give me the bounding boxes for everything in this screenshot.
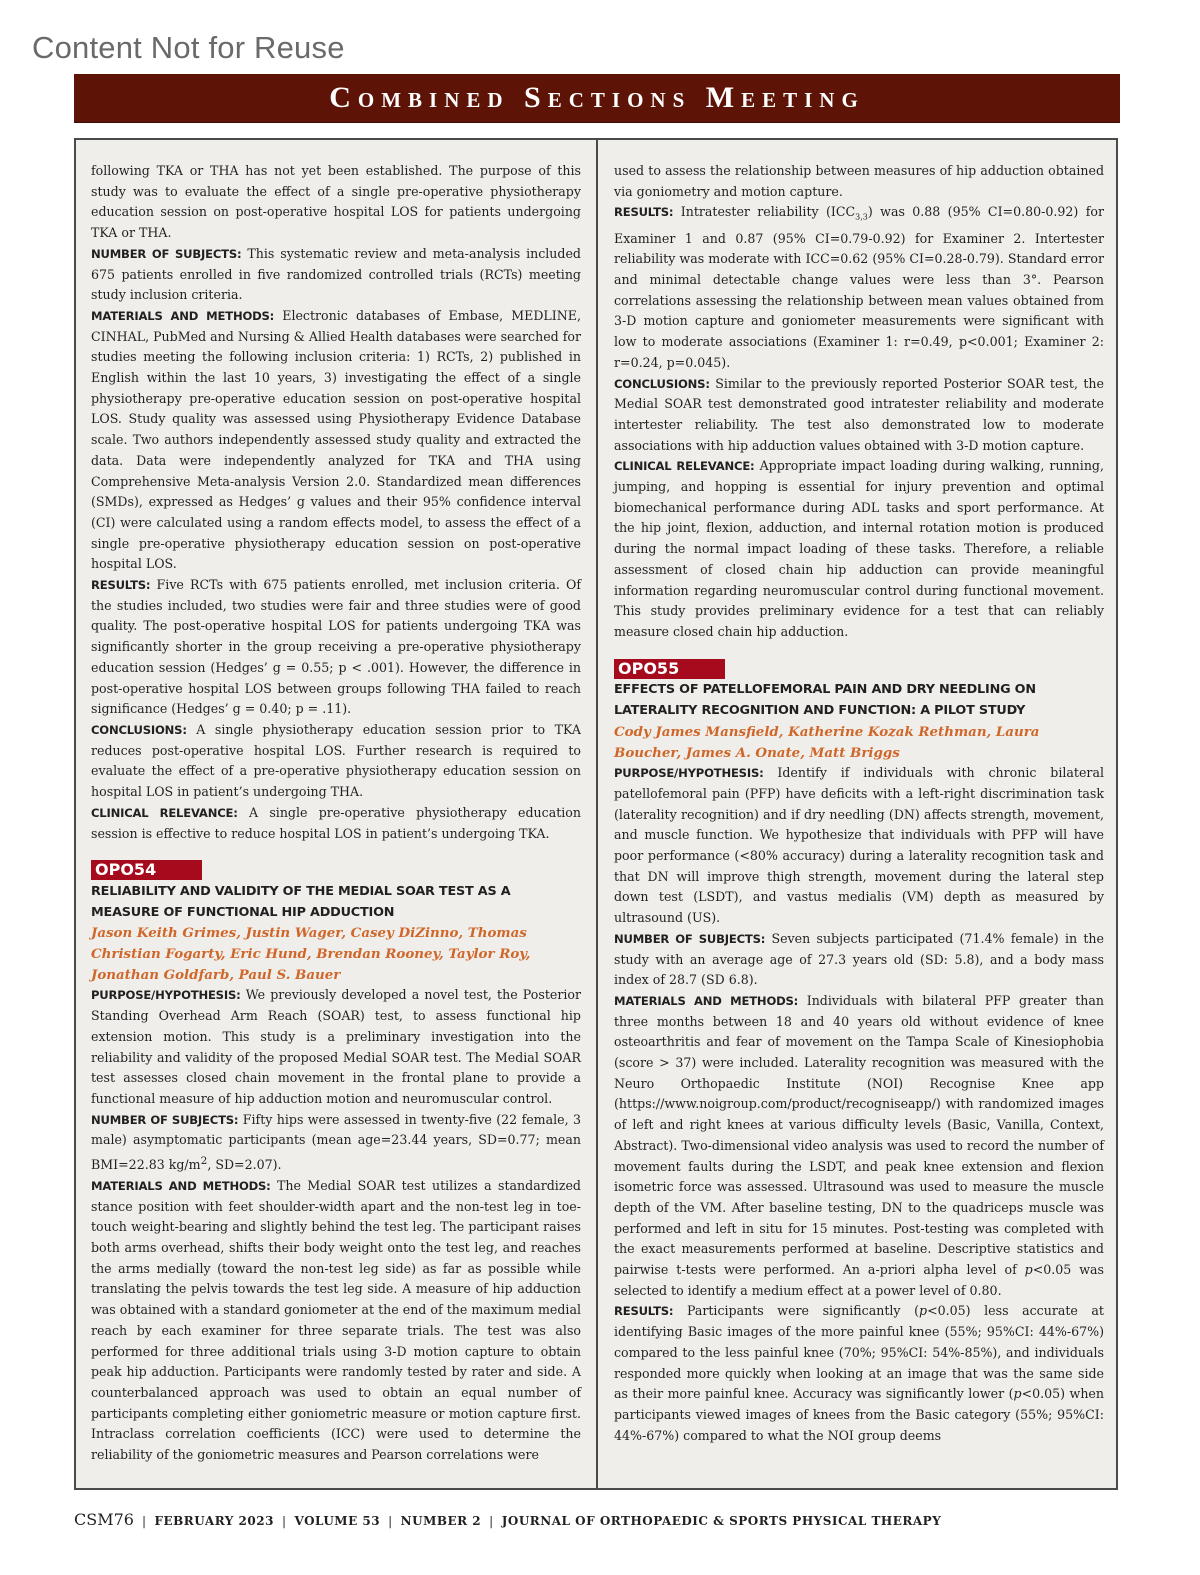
paragraph-text: Seven subjects participated (71.4% female) in the study with an average age of 27.3 years old (SD: 5.8), and a body mass index of 28.7 (SD 6.8).	[614, 930, 1104, 988]
paragraph-text: Intratester reliability (ICC	[680, 204, 856, 220]
paragraph-text: Individuals with bilateral PFP greater than three months between 18 and 40 years old without evidence of knee osteoarthritis and fear of movement on the Tampa Scale of Kinesiophobia (score > 37) were included. Laterality recognition was measured with the Neuro Orthopaedic Institute (NOI) Recognise Knee app (https://www.noigroup.com/product/recogniseapp/) with randomized images of left and right knees at various difficulty levels (Basic, Vanilla, Context, Abstract). Two-dimensional video analysis was used to record the number of movement faults during the LSDT, and peak knee extension and flexion isometric force was assessed. Ultrasound was used to measure the muscle depth of the VM. After baseline testing, DN to the quadriceps muscle was performed and left in situ for 15 minutes. Post-testing was completed with the exact measurements performed at baseline. Descriptive statistics and pairwise t-tests were performed. An a-priori alpha level of	[614, 992, 1104, 1278]
paragraph-text: This systematic review and meta-analysis included 675 patients enrolled in five randomized controlled trials (RCTs) meeting study inclusion criteria.	[91, 245, 581, 303]
section-label: RESULTS:	[614, 1304, 674, 1319]
italic-p: p	[919, 1303, 928, 1319]
abstract-paragraph	[91, 720, 581, 803]
abstract-paragraph	[614, 763, 1104, 929]
issue-date: FEBRUARY 2023	[154, 1514, 274, 1528]
abstract-paragraph	[91, 575, 581, 720]
abstract-paragraph	[614, 929, 1104, 991]
abstract-paragraph	[614, 991, 1104, 1302]
right-column	[614, 161, 1104, 1446]
section-label: CLINICAL RELEVANCE:	[614, 459, 755, 474]
abstract-authors: Cody James Mansfield, Katherine Kozak Rethman, Laura Boucher, James A. Onate, Matt Briggs	[614, 723, 1040, 761]
section-label: NUMBER OF SUBJECTS:	[614, 931, 766, 946]
paragraph-text: , SD=2.07).	[207, 1157, 282, 1173]
volume: VOLUME 53	[294, 1514, 381, 1528]
paragraph-text: ) was 0.88 (95% CI=0.80-0.92) for Examiner 1 and 0.87 (95% CI=0.79-0.92) for Examiner 2. Intertester reliability was moderate with ICC=0.62 (95% CI=0.28-0.79). Standard error and minimal detectable change values were less than 3°. Pearson correlations assessing the relationship between mean values obtained from 3-D motion capture and goniometer measurements were significant with low to moderate associations (Examiner 1: r=0.49, p<0.001; Examiner 2: r=0.24, p=0.045).	[614, 204, 1104, 370]
section-label: NUMBER OF SUBJECTS:	[91, 246, 242, 261]
italic-p: p	[1024, 1262, 1033, 1278]
paragraph-text: <0.05) when participants viewed images of knees from the Basic category (55%; 95%CI: 44%-67%) compared to what the NOI group deems	[614, 1386, 1104, 1443]
abstract-paragraph	[91, 306, 581, 575]
abstract-title: RELIABILITY AND VALIDITY OF THE MEDIAL SOAR TEST AS A MEASURE OF FUNCTIONAL HIP ADDUCTION	[91, 883, 511, 920]
abstract-paragraph: following TKA or THA has not yet been established. The purpose of this study was to evaluate the effect of a single pre-operative physiotherapy education session on post-operative hospital LOS for patients undergoing TKA or THA.	[91, 163, 581, 241]
paragraph-text: Participants were significantly (	[686, 1303, 920, 1319]
abstract-paragraph: used to assess the relationship between measures of hip adduction obtained via goniometry and motion capture.	[614, 163, 1104, 199]
abstract-code-badge: OPO55	[614, 659, 725, 679]
section-label: PURPOSE/HYPOTHESIS:	[91, 988, 241, 1003]
paragraph-text: Electronic databases of Embase, MEDLINE, CINHAL, PubMed and Nursing & Allied Health databases were searched for studies meeting the following inclusion criteria: 1) RCTs, 2) published in English within the last 10 years, 3) investigating the effect of a single physiotherapy pre-operative education session on post-operative hospital LOS. Study quality was assessed using Physiotherapy Evidence Database scale. Two authors independently assessed study quality and extracted the data. Data were independently analyzed for TKA and THA using Comprehensive Meta-analysis Version 2.0. Standardized mean differences (SMDs), expressed as Hedges’ g values and their 95% confidence interval (CI) were calculated using a random effects model, to assess the effect of a single pre-operative physiotherapy education session on post-operative hospital LOS.	[91, 307, 581, 572]
paragraph-text: A single physiotherapy education session prior to TKA reduces post-operative hospital LOS. Further research is required to evaluate the effect of a pre-operative physiotherapy education session on hospital LOS in patient’s undergoing THA.	[91, 721, 581, 800]
section-label: MATERIALS AND METHODS:	[91, 308, 275, 323]
subscript: 3,3	[855, 212, 868, 222]
page-footer	[74, 1510, 941, 1529]
section-label: MATERIALS AND METHODS:	[91, 1178, 271, 1193]
footer-separator: |	[388, 1514, 393, 1528]
paragraph-text: <0.05) less accurate at identifying Basic images of the more painful knee (55%; 95%CI: 44%-67%) compared to the less painful knee (70%; 95%CI: 54%-85%), and individuals responded more quickly when looking at an image that was the same side as their more painful knee. Accuracy was significantly lower (	[614, 1303, 1104, 1402]
section-label: CONCLUSIONS:	[91, 722, 187, 737]
section-label: RESULTS:	[614, 205, 674, 220]
footer-separator: |	[141, 1514, 147, 1528]
abstract-authors: Jason Keith Grimes, Justin Wager, Casey DiZinno, Thomas Christian Fogarty, Eric Hund, Brendan Rooney, Taylor Roy, Jonathan Goldfarb, Paul S. Bauer	[91, 925, 531, 983]
italic-p: p	[1013, 1386, 1022, 1402]
banner-title: Combined Sections Meeting	[329, 81, 865, 114]
page-number: CSM76	[74, 1510, 134, 1529]
abstract-paragraph	[91, 244, 581, 306]
paragraph-text: A single pre-operative physiotherapy education session is effective to reduce hospital LOS in patient’s undergoing TKA.	[91, 804, 582, 841]
abstract-paragraph	[614, 456, 1104, 642]
paragraph-text: We previously developed a novel test, the Posterior Standing Overhead Arm Reach (SOAR) test, to assess functional hip extension motion. This study is a preliminary investigation into the reliability and validity of the proposed Medial SOAR test. The Medial SOAR test assesses closed chain movement in the frontal plane to provide a functional measure of hip adduction motion and neuromuscular control.	[91, 987, 581, 1106]
section-banner	[74, 74, 1120, 123]
paragraph-text: Identify if individuals with chronic bilateral patellofemoral pain (PFP) have deficits with a left-right discrimination task (laterality recognition) and if dry needling (DN) affects strength, movement, and muscle function. We hypothesize that individuals with PFP will have poor performance (<80% accuracy) during a laterality recognition task and that DN will improve thigh strength, movement during the lateral step down test (LSDT), and vastus medialis (VM) depth as measured by ultrasound (US).	[614, 765, 1104, 926]
abstract-paragraph	[91, 803, 581, 844]
abstract-paragraph	[91, 1176, 581, 1466]
journal-name: JOURNAL OF ORTHOPAEDIC & SPORTS PHYSICAL THERAPY	[501, 1514, 942, 1528]
abstract-title: EFFECTS OF PATELLOFEMORAL PAIN AND DRY NEEDLING ON LATERALITY RECOGNITION AND FUNCTION: A PILOT STUDY	[614, 682, 1036, 719]
section-label: PURPOSE/HYPOTHESIS:	[614, 766, 764, 781]
abstract-paragraph	[614, 374, 1104, 457]
paragraph-text: Similar to the previously reported Posterior SOAR test, the Medial SOAR test demonstrated good intratester reliability and moderate intertester reliability. The test also demonstrated low to moderate associations with hip adduction values obtained with 3-D motion capture.	[614, 375, 1104, 453]
section-label: RESULTS:	[91, 578, 151, 593]
superscript: 2	[200, 1155, 208, 1168]
column-divider	[596, 138, 598, 1490]
footer-separator: |	[281, 1514, 287, 1528]
left-column	[91, 161, 581, 1466]
abstract-paragraph	[91, 1110, 581, 1176]
section-label: CLINICAL RELEVANCE:	[91, 805, 238, 820]
paragraph-text: Fifty hips were assessed in twenty-five (22 female, 3 male) asymptomatic participants (mean age=23.44 years, SD=0.77; mean BMI=22.83 kg/m	[91, 1111, 582, 1173]
section-label: MATERIALS AND METHODS:	[614, 993, 799, 1008]
abstract-code-badge: OPO54	[91, 860, 202, 880]
footer-separator: |	[489, 1514, 494, 1528]
watermark: Content Not for Reuse	[32, 30, 345, 65]
issue-number: NUMBER 2	[400, 1514, 482, 1528]
abstract-paragraph	[614, 202, 1104, 373]
abstract-paragraph	[91, 985, 581, 1109]
paragraph-text: Five RCTs with 675 patients enrolled, met inclusion criteria. Of the studies included, two studies were fair and three studies were of good quality. The post-operative hospital LOS for patients undergoing TKA was significantly shorter in the group receiving a pre-operative physiotherapy education session (Hedges’ g = 0.55; p < .001). However, the difference in post-operative hospital LOS between groups following THA failed to reach significance (Hedges’ g = 0.40; p = .11).	[91, 577, 581, 717]
section-label: CONCLUSIONS:	[614, 376, 710, 391]
abstract-paragraph	[614, 1301, 1104, 1446]
paragraph-text: The Medial SOAR test utilizes a standardized stance position with feet shoulder-width apart and the non-test leg in toe-touch weight-bearing and slightly behind the test leg. The participant raises both arms overhead, shifts their body weight onto the test leg, and reaches the arms medially (toward the non-test leg side) as far as possible while translating the pelvis towards the test leg side. A measure of hip adduction was obtained with a standard goniometer at the end of the maximum medial reach by each examiner for three separate trials. The test was also performed for three additional trials using 3-D motion capture to obtain peak hip adduction. Participants were randomly tested by rater and side. A counterbalanced approach was used to obtain an equal number of participants completing either goniometric measure or motion capture first. Intraclass correlation coefficients (ICC) were used to determine the reliability of the goniometric measures and Pearson correlations were	[91, 1177, 581, 1463]
section-label: NUMBER OF SUBJECTS:	[91, 1112, 239, 1127]
paragraph-text: Appropriate impact loading during walking, running, jumping, and hopping is essential for injury prevention and optimal biomechanical performance during ADL tasks and sport performance. At the hip joint, flexion, adduction, and internal rotation motion is produced during the normal impact loading of these tasks. Therefore, a reliable assessment of closed chain hip adduction can provide meaningful information regarding neuromuscular control during functional movement. This study provides preliminary evidence for a test that can reliably measure closed chain hip adduction.	[614, 458, 1104, 639]
paragraph-text: <0.05 was selected to identify a medium effect at a power level of 0.80.	[614, 1262, 1104, 1298]
